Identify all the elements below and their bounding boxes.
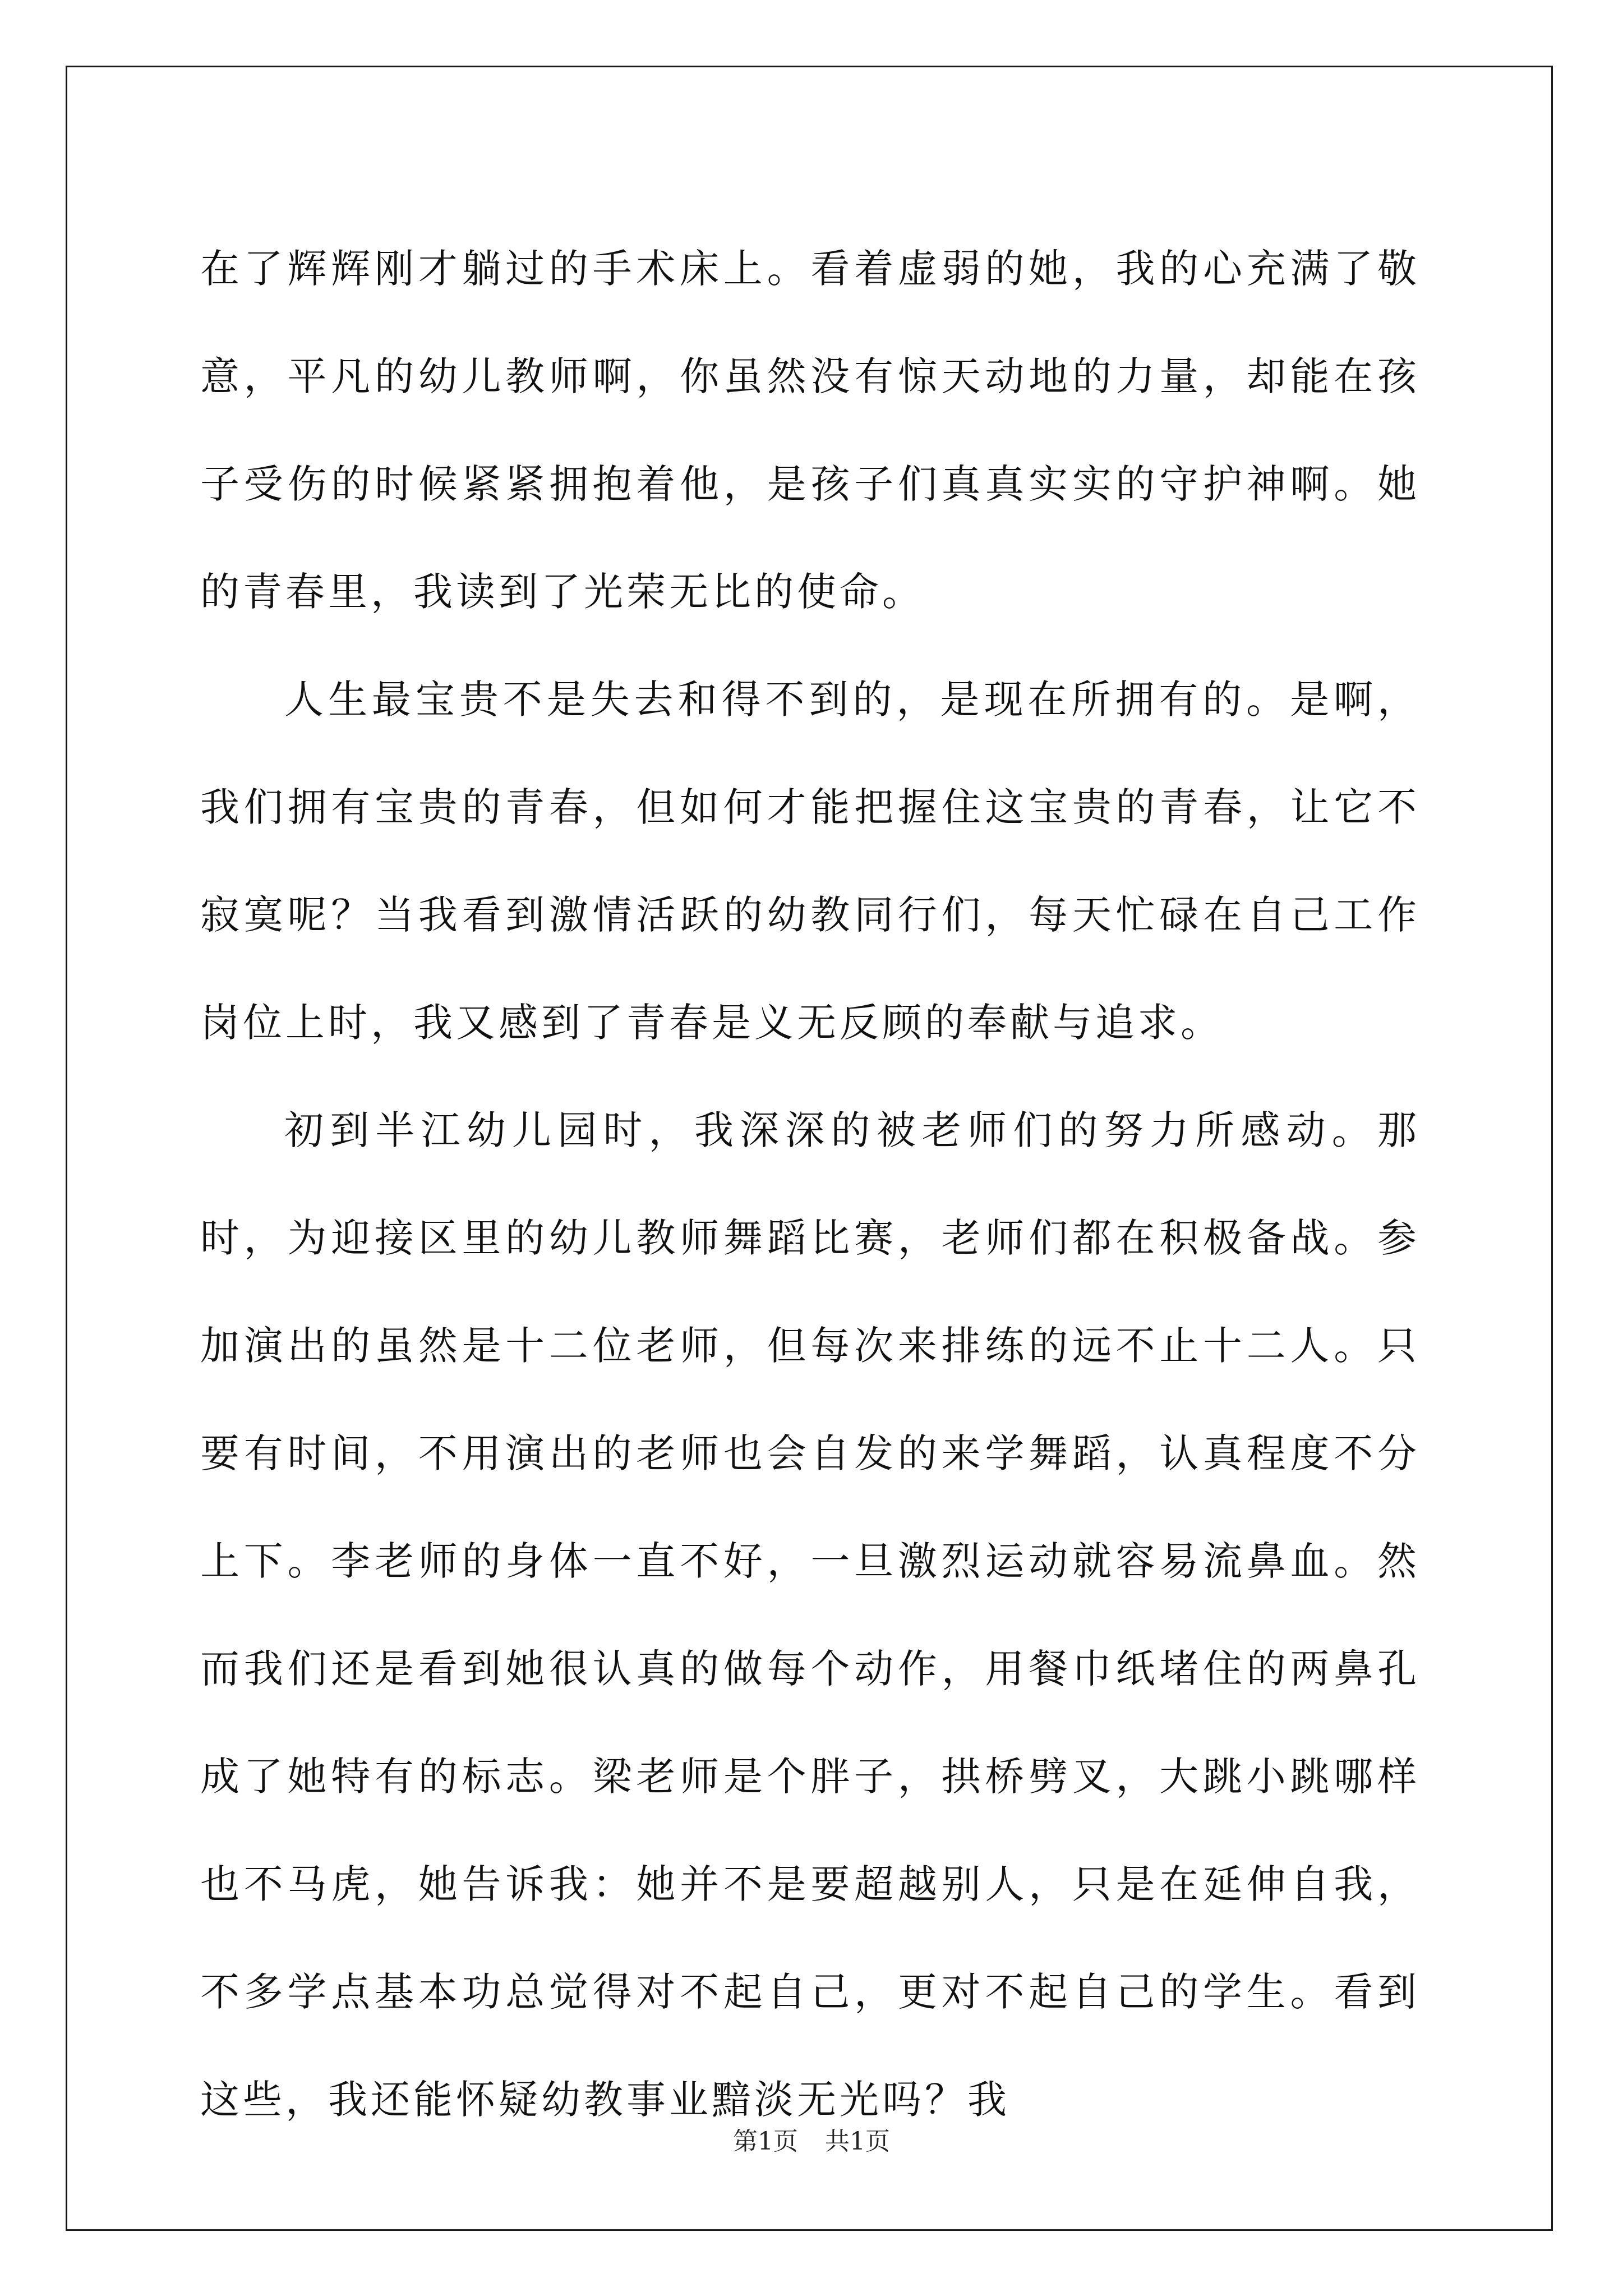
paragraph-3: 初到半江幼儿园时，我深深的被老师们的努力所感动。那时，为迎接区里的幼儿教师舞蹈比赛，老师们都在积极备战。参加演出的虽然是十二位老师，但每次来排练的远不止十二人。只要有时间，不用演出的老师也会自发的来学舞蹈，认真程度不分上下。李老师的身体一直不好，一旦激烈运动就容易流鼻血。然而我们还是看到她很认真的做每个动作，用餐巾纸堵住的两鼻孔成了她特有的标志。梁老师是个胖子，拱桥劈叉，大跳小跳哪样也不马虎，她告诉我：她并不是要超越别人，只是在延伸自我，不多学点基本功总觉得对不起自己，更对不起自己的学生。看到这些，我还能怀疑幼教事业黯淡无光吗？我 — [200, 1107, 1420, 2123]
page-total: 共1页 — [825, 2127, 890, 2156]
page-footer — [0, 2125, 1623, 2159]
paragraph-1: 在了辉辉刚才躺过的手术床上。看着虚弱的她，我的心充满了敬意，平凡的幼儿教师啊，你虽然没有惊天动地的力量，却能在孩子受伤的时候紧紧拥抱着他，是孩子们真真实实的守护神啊。她的青春里，我读到了光荣无比的使命。 — [200, 246, 1420, 615]
page-number: 第1页 — [733, 2127, 798, 2156]
paragraph-2: 人生最宝贵不是失去和得不到的，是现在所拥有的。是啊，我们拥有宝贵的青春，但如何才能把握住这宝贵的青春，让它不寂寞呢？当我看到激情活跃的幼教同行们，每天忙碌在自己工作岗位上时，我又感到了青春是义无反顾的奉献与追求。 — [200, 677, 1420, 1046]
document-body — [200, 215, 1420, 2154]
